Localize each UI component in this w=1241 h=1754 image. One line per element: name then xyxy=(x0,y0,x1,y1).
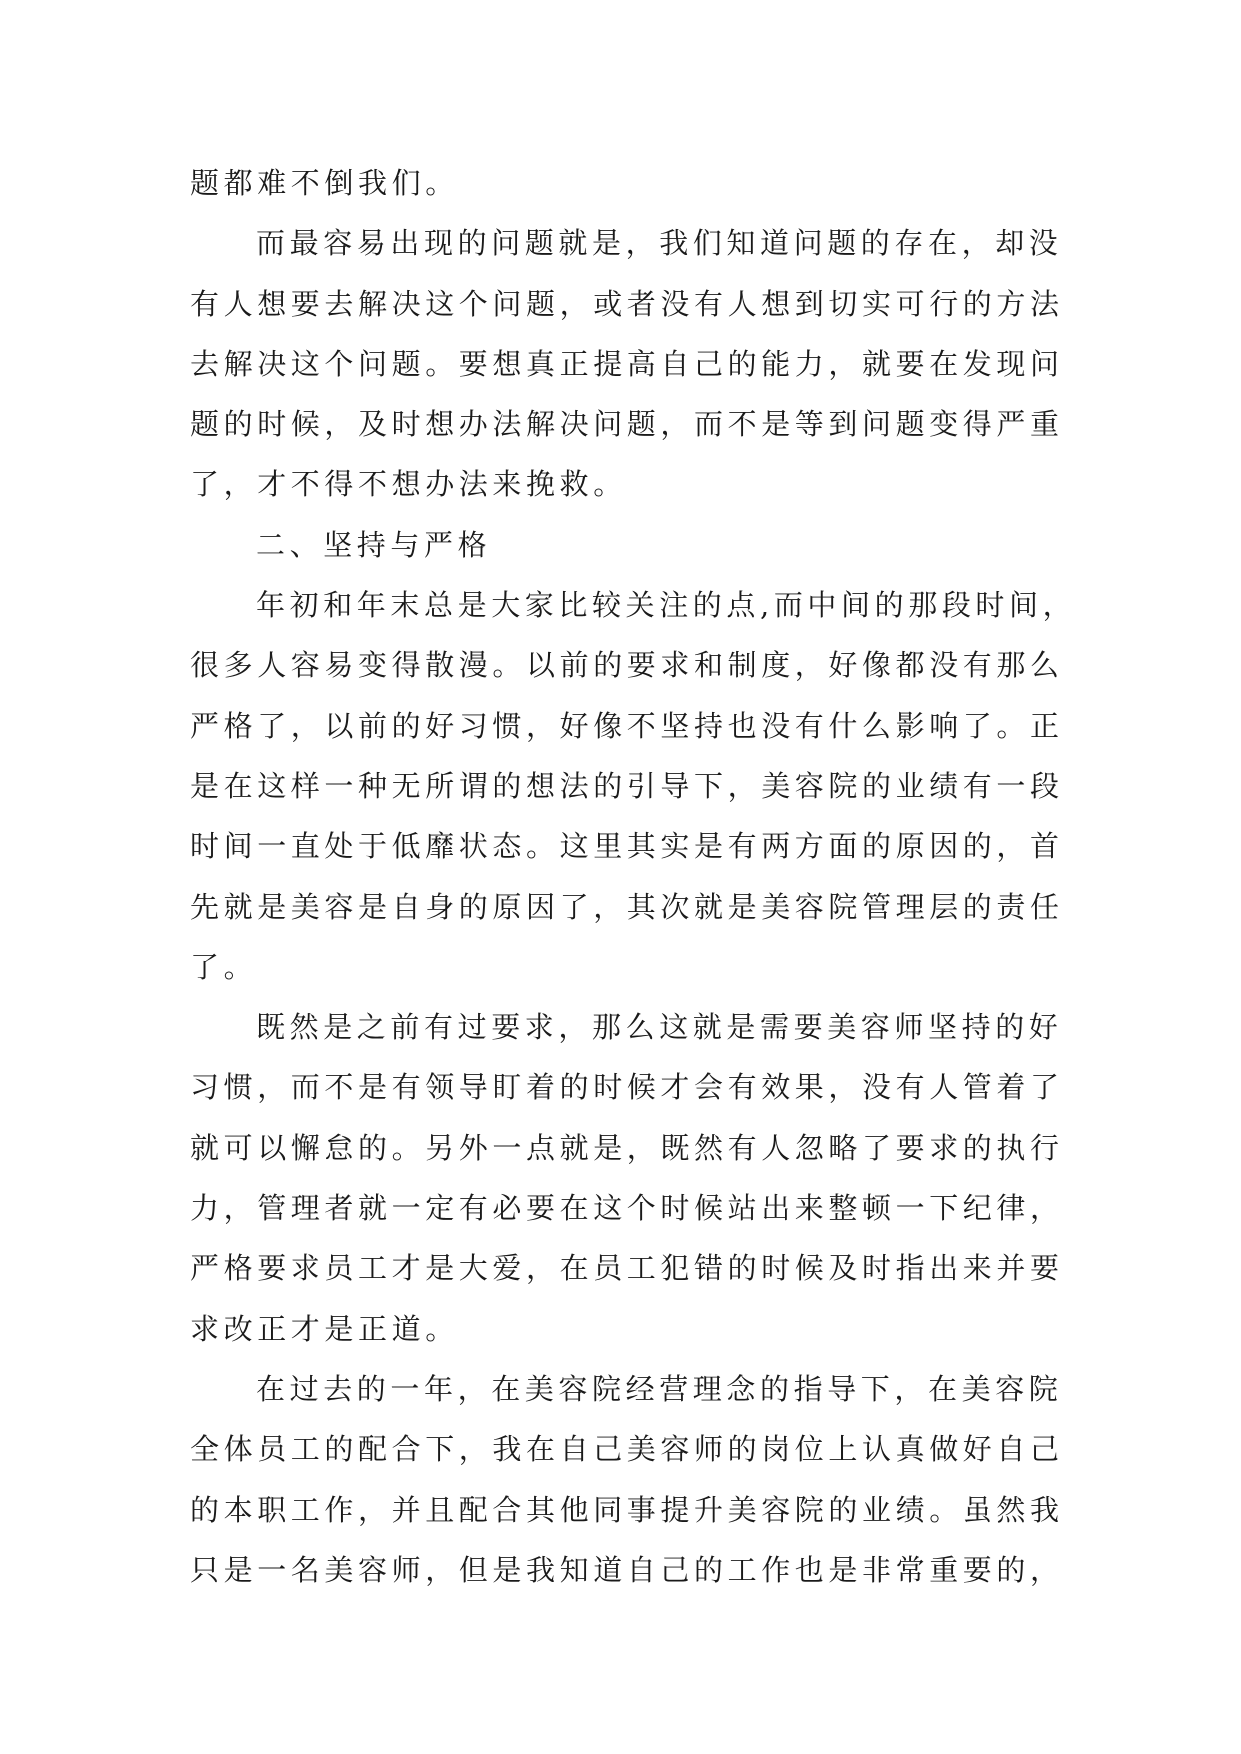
paragraph-first-line: 在过去的一年，在美容院经营理念的指导下，在美容院 xyxy=(256,1371,1063,1406)
text-line: 有人想要去解决这个问题，或者没有人想到切实可行的方法 xyxy=(190,286,1064,321)
text-line: 习惯，而不是有领导盯着的时候才会有效果，没有人管着了 xyxy=(190,1070,1064,1105)
text-line: 只是一名美容师，但是我知道自己的工作也是非常重要的， xyxy=(190,1552,1064,1587)
paragraph-first-line: 年初和年末总是大家比较关注的点,而中间的那段时间， xyxy=(256,588,1077,623)
text-line: 的本职工作，并且配合其他同事提升美容院的业绩。虽然我 xyxy=(190,1492,1064,1527)
text-line: 先就是美容是自身的原因了，其次就是美容院管理层的责任 xyxy=(190,889,1064,924)
text-line: 力，管理者就一定有必要在这个时候站出来整顿一下纪律， xyxy=(190,1191,1064,1226)
text-line: 题的时候，及时想办法解决问题，而不是等到问题变得严重 xyxy=(190,407,1064,442)
text-line: 去解决这个问题。要想真正提高自己的能力，就要在发现问 xyxy=(190,346,1064,381)
text-line: 了。 xyxy=(190,949,258,984)
text-line: 题都难不倒我们。 xyxy=(190,166,459,200)
text-line: 全体员工的配合下，我在自己美容师的岗位上认真做好自己 xyxy=(190,1432,1064,1467)
text-line: 很多人容易变得散漫。以前的要求和制度，好像都没有那么 xyxy=(190,648,1064,683)
text-line: 就可以懈怠的。另外一点就是，既然有人忽略了要求的执行 xyxy=(190,1130,1064,1165)
text-line: 严格要求员工才是大爱，在员工犯错的时候及时指出来并要 xyxy=(190,1251,1064,1286)
text-line: 了，才不得不想办法来挽救。 xyxy=(190,467,627,502)
text-line: 时间一直处于低靡状态。这里其实是有两方面的原因的，首 xyxy=(190,829,1064,864)
text-line: 严格了，以前的好习惯，好像不坚持也没有什么影响了。正 xyxy=(190,708,1064,743)
paragraph-first-line: 而最容易出现的问题就是，我们知道问题的存在，却没 xyxy=(256,226,1063,261)
text-line: 是在这样一种无所谓的想法的引导下，美容院的业绩有一段 xyxy=(190,768,1064,803)
text-line: 求改正才是正道。 xyxy=(190,1311,459,1346)
paragraph-first-line: 二、坚持与严格 xyxy=(256,527,492,562)
paragraph-first-line: 既然是之前有过要求，那么这就是需要美容师坚持的好 xyxy=(256,1010,1063,1045)
document-body xyxy=(190,153,1077,1600)
